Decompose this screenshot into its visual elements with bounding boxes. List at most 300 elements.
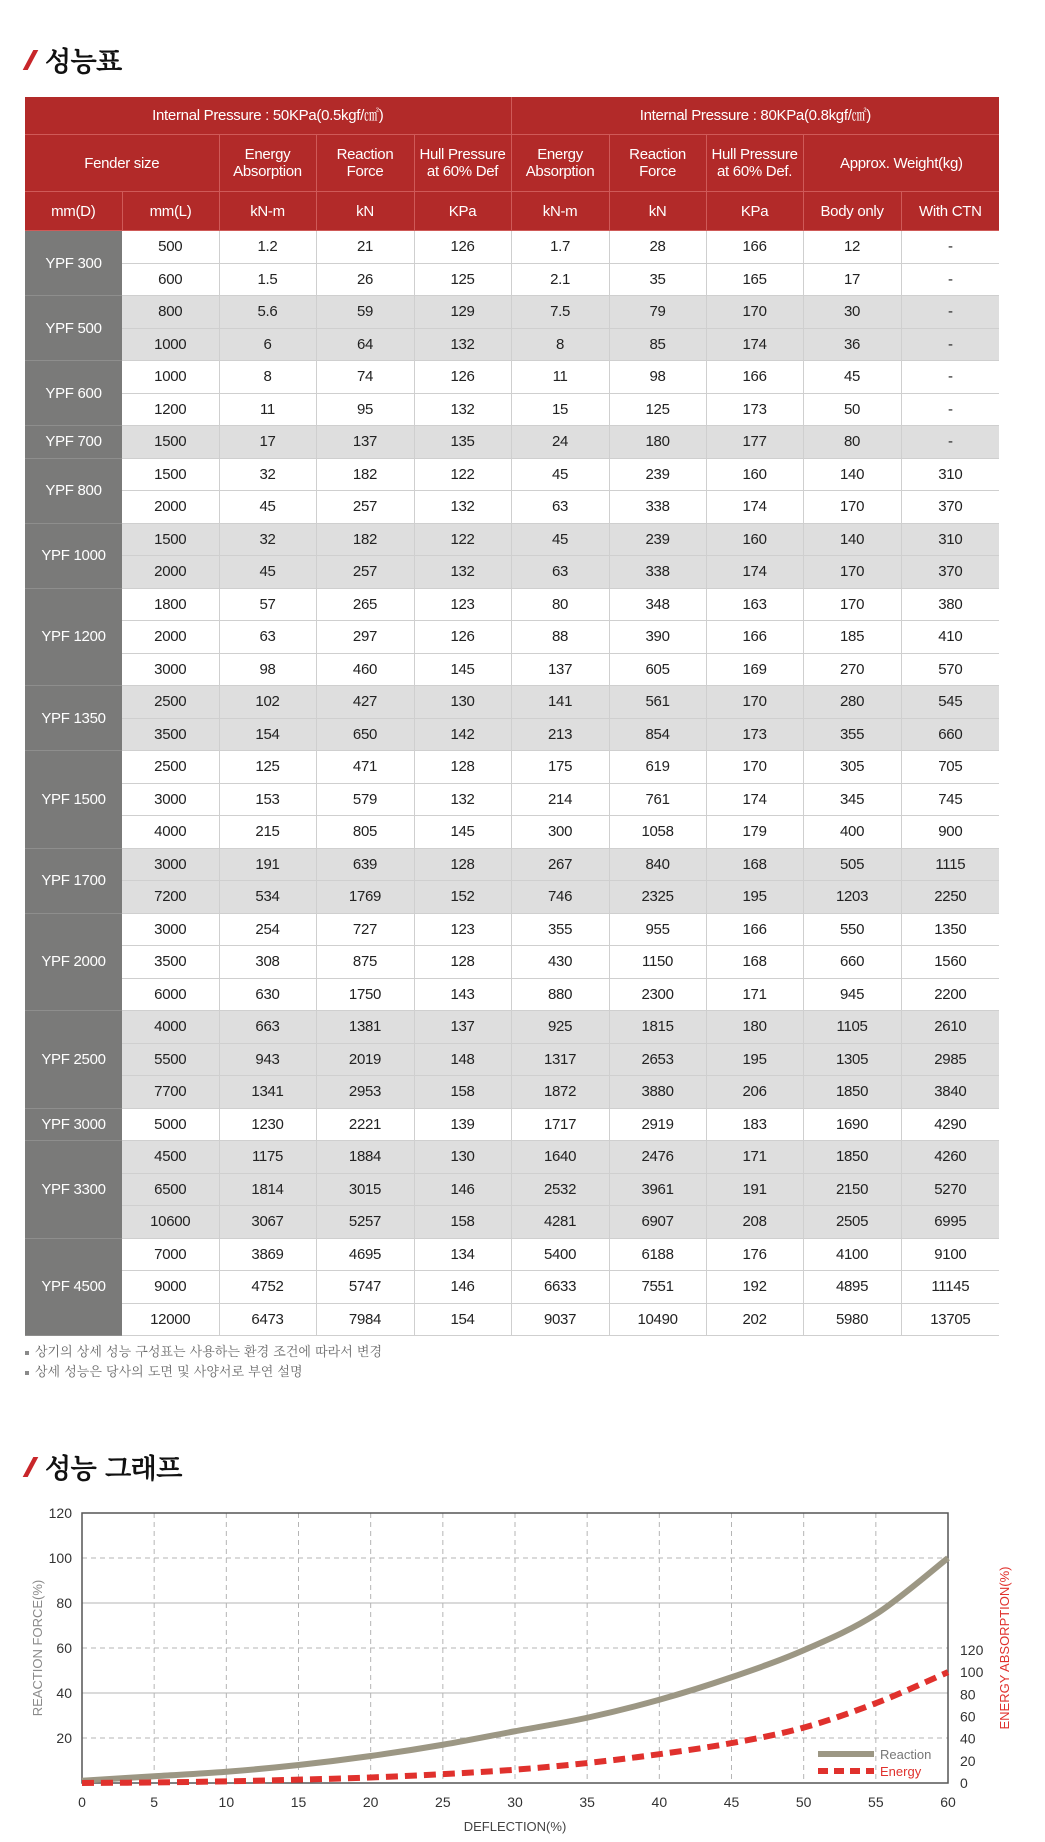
performance-table-body — [25, 231, 999, 1336]
header-energy-absorption-50: Energy Absorption — [219, 135, 316, 192]
table-row — [25, 1271, 999, 1304]
table-cell: 17 — [219, 426, 316, 459]
table-cell: 650 — [316, 718, 414, 751]
table-cell: 550 — [803, 913, 901, 946]
table-cell: 195 — [706, 1043, 803, 1076]
table-row — [25, 816, 999, 849]
fender-size-cell: YPF 500 — [25, 296, 122, 361]
table-cell: 639 — [316, 848, 414, 881]
table-cell: 7551 — [609, 1271, 706, 1304]
table-cell: 129 — [414, 296, 511, 329]
table-cell: 21 — [316, 231, 414, 264]
y2-tick-label: 120 — [960, 1642, 984, 1658]
performance-graph-title — [24, 1447, 182, 1486]
table-cell: 663 — [219, 1011, 316, 1044]
table-cell: 1500 — [122, 458, 219, 491]
table-cell: 3880 — [609, 1076, 706, 1109]
fender-size-cell: YPF 3300 — [25, 1141, 122, 1239]
table-cell: 2150 — [803, 1173, 901, 1206]
table-cell: 166 — [706, 231, 803, 264]
table-cell: 45 — [803, 361, 901, 394]
table-cell: 660 — [901, 718, 999, 751]
table-cell: 2019 — [316, 1043, 414, 1076]
y-axis-label: REACTION FORCE(%) — [30, 1579, 45, 1717]
fender-size-cell: YPF 600 — [25, 361, 122, 426]
table-cell: 348 — [609, 588, 706, 621]
x-tick-label: 35 — [579, 1794, 595, 1810]
table-cell: 168 — [706, 848, 803, 881]
table-cell: 36 — [803, 328, 901, 361]
performance-graph-title-text: 성능 그래프 — [45, 1454, 182, 1485]
table-cell: 32 — [219, 458, 316, 491]
table-cell: 59 — [316, 296, 414, 329]
table-cell: 5257 — [316, 1206, 414, 1239]
x-tick-label: 45 — [723, 1794, 740, 1810]
table-cell: 239 — [609, 523, 706, 556]
table-cell: 125 — [609, 393, 706, 426]
fender-size-cell: YPF 2000 — [25, 913, 122, 1011]
table-row — [25, 913, 999, 946]
table-cell: 1.2 — [219, 231, 316, 264]
table-cell: 1115 — [901, 848, 999, 881]
table-cell: 148 — [414, 1043, 511, 1076]
table-cell: 875 — [316, 946, 414, 979]
table-cell: 12000 — [122, 1303, 219, 1336]
table-cell: 160 — [706, 523, 803, 556]
table-cell: 168 — [706, 946, 803, 979]
table-cell: 126 — [414, 231, 511, 264]
header-energy-absorption-80: Energy Absorption — [511, 135, 609, 192]
table-cell: 50 — [803, 393, 901, 426]
table-cell: 3000 — [122, 848, 219, 881]
table-cell: 122 — [414, 458, 511, 491]
table-cell: 180 — [609, 426, 706, 459]
table-cell: 5000 — [122, 1108, 219, 1141]
table-row — [25, 1108, 999, 1141]
table-cell: 1717 — [511, 1108, 609, 1141]
table-cell: 170 — [803, 491, 901, 524]
table-cell: 1884 — [316, 1141, 414, 1174]
table-cell: 257 — [316, 491, 414, 524]
table-row — [25, 751, 999, 784]
table-cell: 1200 — [122, 393, 219, 426]
table-cell: 88 — [511, 621, 609, 654]
header-hull-pressure-80: Hull Pressure at 60% Def. — [706, 135, 803, 192]
table-cell: 1814 — [219, 1173, 316, 1206]
table-cell: 171 — [706, 978, 803, 1011]
table-cell: 191 — [706, 1173, 803, 1206]
x-tick-label: 55 — [868, 1794, 884, 1810]
table-cell: 1872 — [511, 1076, 609, 1109]
table-cell: 28 — [609, 231, 706, 264]
table-cell: 6188 — [609, 1238, 706, 1271]
table-cell: 169 — [706, 653, 803, 686]
table-cell: 7200 — [122, 881, 219, 914]
fender-size-cell: YPF 1500 — [25, 751, 122, 849]
table-cell: 170 — [706, 686, 803, 719]
table-row — [25, 1011, 999, 1044]
bullet-icon — [25, 1351, 29, 1355]
table-row — [25, 328, 999, 361]
table-cell: 85 — [609, 328, 706, 361]
table-cell: 163 — [706, 588, 803, 621]
y2-tick-label: 40 — [960, 1730, 976, 1747]
table-cell: 35 — [609, 263, 706, 296]
table-row — [25, 1076, 999, 1109]
table-cell: 4281 — [511, 1206, 609, 1239]
table-cell: - — [901, 263, 999, 296]
table-cell: 2500 — [122, 751, 219, 784]
y2-tick-label: 60 — [960, 1708, 976, 1725]
table-cell: 925 — [511, 1011, 609, 1044]
table-cell: 1769 — [316, 881, 414, 914]
table-cell: 2505 — [803, 1206, 901, 1239]
table-cell: 166 — [706, 621, 803, 654]
table-cell: - — [901, 296, 999, 329]
table-cell: 140 — [803, 458, 901, 491]
table-cell: 195 — [706, 881, 803, 914]
table-row — [25, 361, 999, 394]
table-cell: 579 — [316, 783, 414, 816]
table-cell: 5270 — [901, 1173, 999, 1206]
table-cell: 146 — [414, 1173, 511, 1206]
table-cell: 128 — [414, 751, 511, 784]
table-cell: 146 — [414, 1271, 511, 1304]
table-cell: 355 — [803, 718, 901, 751]
table-cell: 176 — [706, 1238, 803, 1271]
table-row — [25, 458, 999, 491]
fender-size-cell: YPF 4500 — [25, 1238, 122, 1336]
table-cell: 153 — [219, 783, 316, 816]
table-cell: 4695 — [316, 1238, 414, 1271]
table-cell: 45 — [511, 523, 609, 556]
header-approx-weight: Approx. Weight(kg) — [803, 135, 999, 192]
table-cell: 430 — [511, 946, 609, 979]
table-cell: 1381 — [316, 1011, 414, 1044]
table-cell: 1560 — [901, 946, 999, 979]
table-cell: 8 — [219, 361, 316, 394]
table-cell: 4290 — [901, 1108, 999, 1141]
performance-table-title — [24, 40, 122, 79]
unit-with-ctn: With CTN — [901, 192, 999, 231]
table-cell: 7984 — [316, 1303, 414, 1336]
table-cell: 166 — [706, 913, 803, 946]
table-cell: 154 — [414, 1303, 511, 1336]
table-cell: 761 — [609, 783, 706, 816]
table-cell: 2221 — [316, 1108, 414, 1141]
table-cell: 63 — [511, 491, 609, 524]
table-cell: 605 — [609, 653, 706, 686]
table-cell: 9100 — [901, 1238, 999, 1271]
table-cell: 345 — [803, 783, 901, 816]
table-cell: 171 — [706, 1141, 803, 1174]
table-cell: 570 — [901, 653, 999, 686]
table-cell: 6500 — [122, 1173, 219, 1206]
table-cell: 79 — [609, 296, 706, 329]
table-cell: 2000 — [122, 621, 219, 654]
table-cell: - — [901, 328, 999, 361]
table-cell: 2200 — [901, 978, 999, 1011]
table-cell: 1690 — [803, 1108, 901, 1141]
table-cell: 137 — [414, 1011, 511, 1044]
table-row — [25, 1206, 999, 1239]
table-row — [25, 718, 999, 751]
table-cell: 98 — [609, 361, 706, 394]
table-cell: 1000 — [122, 361, 219, 394]
table-cell: 128 — [414, 848, 511, 881]
unit-kn-80: kN — [609, 192, 706, 231]
fender-size-cell: YPF 700 — [25, 426, 122, 459]
header-pressure-80: Internal Pressure : 80KPa(0.8kgf/㎠) — [511, 97, 999, 135]
x-tick-label: 30 — [507, 1794, 523, 1810]
table-cell: 2919 — [609, 1108, 706, 1141]
table-cell: 2500 — [122, 686, 219, 719]
table-row — [25, 1303, 999, 1336]
table-cell: 800 — [122, 296, 219, 329]
unit-knm-80: kN-m — [511, 192, 609, 231]
table-cell: 4100 — [803, 1238, 901, 1271]
table-cell: 2532 — [511, 1173, 609, 1206]
table-cell: 45 — [219, 491, 316, 524]
unit-kn-50: kN — [316, 192, 414, 231]
table-cell: 338 — [609, 491, 706, 524]
table-cell: 9037 — [511, 1303, 609, 1336]
fender-size-cell: YPF 1000 — [25, 523, 122, 588]
table-cell: 123 — [414, 913, 511, 946]
table-cell: 174 — [706, 783, 803, 816]
table-cell: 3000 — [122, 913, 219, 946]
fender-size-cell: YPF 2500 — [25, 1011, 122, 1109]
table-cell: 191 — [219, 848, 316, 881]
table-cell: 1800 — [122, 588, 219, 621]
table-cell: 561 — [609, 686, 706, 719]
table-cell: 6995 — [901, 1206, 999, 1239]
table-cell: 132 — [414, 328, 511, 361]
table-cell: 158 — [414, 1076, 511, 1109]
table-cell: 619 — [609, 751, 706, 784]
table-cell: 534 — [219, 881, 316, 914]
table-cell: 1850 — [803, 1076, 901, 1109]
table-row — [25, 1043, 999, 1076]
table-cell: 427 — [316, 686, 414, 719]
table-row — [25, 653, 999, 686]
table-cell: 134 — [414, 1238, 511, 1271]
table-cell: 2.1 — [511, 263, 609, 296]
note-item: 상세 성능은 당사의 도면 및 사양서로 부연 설명 — [25, 1363, 382, 1383]
table-cell: 1000 — [122, 328, 219, 361]
table-cell: 4500 — [122, 1141, 219, 1174]
y-tick-label: 120 — [48, 1505, 72, 1521]
table-cell: 45 — [219, 556, 316, 589]
table-cell: 4000 — [122, 1011, 219, 1044]
table-cell: 126 — [414, 621, 511, 654]
table-cell: 900 — [901, 816, 999, 849]
table-cell: 3869 — [219, 1238, 316, 1271]
table-cell: 132 — [414, 556, 511, 589]
table-cell: 213 — [511, 718, 609, 751]
table-cell: 6473 — [219, 1303, 316, 1336]
table-cell: 7700 — [122, 1076, 219, 1109]
x-tick-label: 40 — [651, 1794, 668, 1810]
table-cell: 460 — [316, 653, 414, 686]
table-row — [25, 686, 999, 719]
table-cell: 4260 — [901, 1141, 999, 1174]
table-cell: 2953 — [316, 1076, 414, 1109]
table-cell: 123 — [414, 588, 511, 621]
table-row — [25, 296, 999, 329]
table-row — [25, 556, 999, 589]
table-cell: 267 — [511, 848, 609, 881]
table-cell: 660 — [803, 946, 901, 979]
table-cell: 840 — [609, 848, 706, 881]
table-cell: 6000 — [122, 978, 219, 1011]
table-cell: 174 — [706, 328, 803, 361]
table-cell: 3500 — [122, 946, 219, 979]
table-cell: 173 — [706, 393, 803, 426]
x-tick-label: 15 — [290, 1794, 307, 1810]
table-cell: 17 — [803, 263, 901, 296]
y-tick-label: 60 — [56, 1640, 72, 1656]
table-cell: 170 — [706, 751, 803, 784]
unit-kpa-50: KPa — [414, 192, 511, 231]
table-cell: 137 — [511, 653, 609, 686]
table-cell: 4895 — [803, 1271, 901, 1304]
table-row — [25, 263, 999, 296]
note-item: 상기의 상세 성능 구성표는 사용하는 환경 조건에 따라서 변경 — [25, 1343, 382, 1363]
y-tick-label: 40 — [56, 1685, 72, 1701]
table-cell: 955 — [609, 913, 706, 946]
x-axis-label: DEFLECTION(%) — [463, 1819, 567, 1834]
table-cell: 166 — [706, 361, 803, 394]
table-cell: 265 — [316, 588, 414, 621]
table-cell: 206 — [706, 1076, 803, 1109]
table-cell: 208 — [706, 1206, 803, 1239]
table-cell: - — [901, 426, 999, 459]
table-cell: 300 — [511, 816, 609, 849]
table-cell: 355 — [511, 913, 609, 946]
table-row — [25, 783, 999, 816]
table-cell: - — [901, 231, 999, 264]
table-cell: 400 — [803, 816, 901, 849]
unit-knm-50: kN-m — [219, 192, 316, 231]
table-cell: 1203 — [803, 881, 901, 914]
table-cell: 12 — [803, 231, 901, 264]
fender-size-cell: YPF 1700 — [25, 848, 122, 913]
header-reaction-force-80: Reaction Force — [609, 135, 706, 192]
table-cell: 390 — [609, 621, 706, 654]
title-slash-icon — [23, 1457, 39, 1477]
table-cell: 11 — [511, 361, 609, 394]
x-tick-label: 25 — [435, 1794, 451, 1810]
table-row — [25, 978, 999, 1011]
table-cell: 24 — [511, 426, 609, 459]
table-cell: 545 — [901, 686, 999, 719]
table-row — [25, 1141, 999, 1174]
table-row — [25, 1173, 999, 1206]
table-cell: 170 — [706, 296, 803, 329]
table-cell: 132 — [414, 783, 511, 816]
table-cell: 10490 — [609, 1303, 706, 1336]
x-tick-label: 10 — [218, 1794, 235, 1810]
unit-kpa-80: KPa — [706, 192, 803, 231]
table-cell: 175 — [511, 751, 609, 784]
table-cell: 10600 — [122, 1206, 219, 1239]
table-cell: 180 — [706, 1011, 803, 1044]
table-cell: - — [901, 393, 999, 426]
table-cell: 160 — [706, 458, 803, 491]
table-cell: 5980 — [803, 1303, 901, 1336]
table-cell: 880 — [511, 978, 609, 1011]
table-cell: - — [901, 361, 999, 394]
fender-size-cell: YPF 300 — [25, 231, 122, 296]
y2-tick-label: 100 — [960, 1664, 984, 1681]
table-cell: 727 — [316, 913, 414, 946]
table-cell: 102 — [219, 686, 316, 719]
header-reaction-force-50: Reaction Force — [316, 135, 414, 192]
table-cell: 26 — [316, 263, 414, 296]
table-cell: 45 — [511, 458, 609, 491]
table-cell: 5400 — [511, 1238, 609, 1271]
table-row — [25, 491, 999, 524]
table-cell: 192 — [706, 1271, 803, 1304]
table-cell: 2610 — [901, 1011, 999, 1044]
table-cell: 64 — [316, 328, 414, 361]
table-cell: 5747 — [316, 1271, 414, 1304]
table-cell: 135 — [414, 426, 511, 459]
table-cell: 145 — [414, 653, 511, 686]
table-cell: 6907 — [609, 1206, 706, 1239]
table-cell: 11 — [219, 393, 316, 426]
title-slash-icon — [23, 50, 39, 70]
table-cell: 128 — [414, 946, 511, 979]
table-cell: 310 — [901, 523, 999, 556]
table-cell: 1500 — [122, 523, 219, 556]
table-cell: 1305 — [803, 1043, 901, 1076]
table-cell: 1750 — [316, 978, 414, 1011]
table-cell: 182 — [316, 458, 414, 491]
header-hull-pressure-50: Hull Pressure at 60% Def — [414, 135, 511, 192]
table-cell: 297 — [316, 621, 414, 654]
table-notes — [25, 1343, 382, 1383]
table-cell: 5.6 — [219, 296, 316, 329]
table-cell: 2985 — [901, 1043, 999, 1076]
fender-size-cell: YPF 1350 — [25, 686, 122, 751]
table-cell: 2250 — [901, 881, 999, 914]
table-row — [25, 231, 999, 264]
table-row — [25, 588, 999, 621]
table-cell: 8 — [511, 328, 609, 361]
table-cell: 137 — [316, 426, 414, 459]
unit-mm-l: mm(L) — [122, 192, 219, 231]
x-tick-label: 60 — [940, 1794, 956, 1810]
table-cell: 145 — [414, 816, 511, 849]
table-cell: 13705 — [901, 1303, 999, 1336]
table-cell: 505 — [803, 848, 901, 881]
table-cell: 130 — [414, 1141, 511, 1174]
table-row — [25, 393, 999, 426]
table-cell: 3067 — [219, 1206, 316, 1239]
table-cell: 95 — [316, 393, 414, 426]
table-cell: 1350 — [901, 913, 999, 946]
table-cell: 1.7 — [511, 231, 609, 264]
table-cell: 2476 — [609, 1141, 706, 1174]
table-cell: 380 — [901, 588, 999, 621]
table-cell: 370 — [901, 491, 999, 524]
table-cell: 15 — [511, 393, 609, 426]
table-cell: 1058 — [609, 816, 706, 849]
table-cell: 1230 — [219, 1108, 316, 1141]
table-cell: 202 — [706, 1303, 803, 1336]
